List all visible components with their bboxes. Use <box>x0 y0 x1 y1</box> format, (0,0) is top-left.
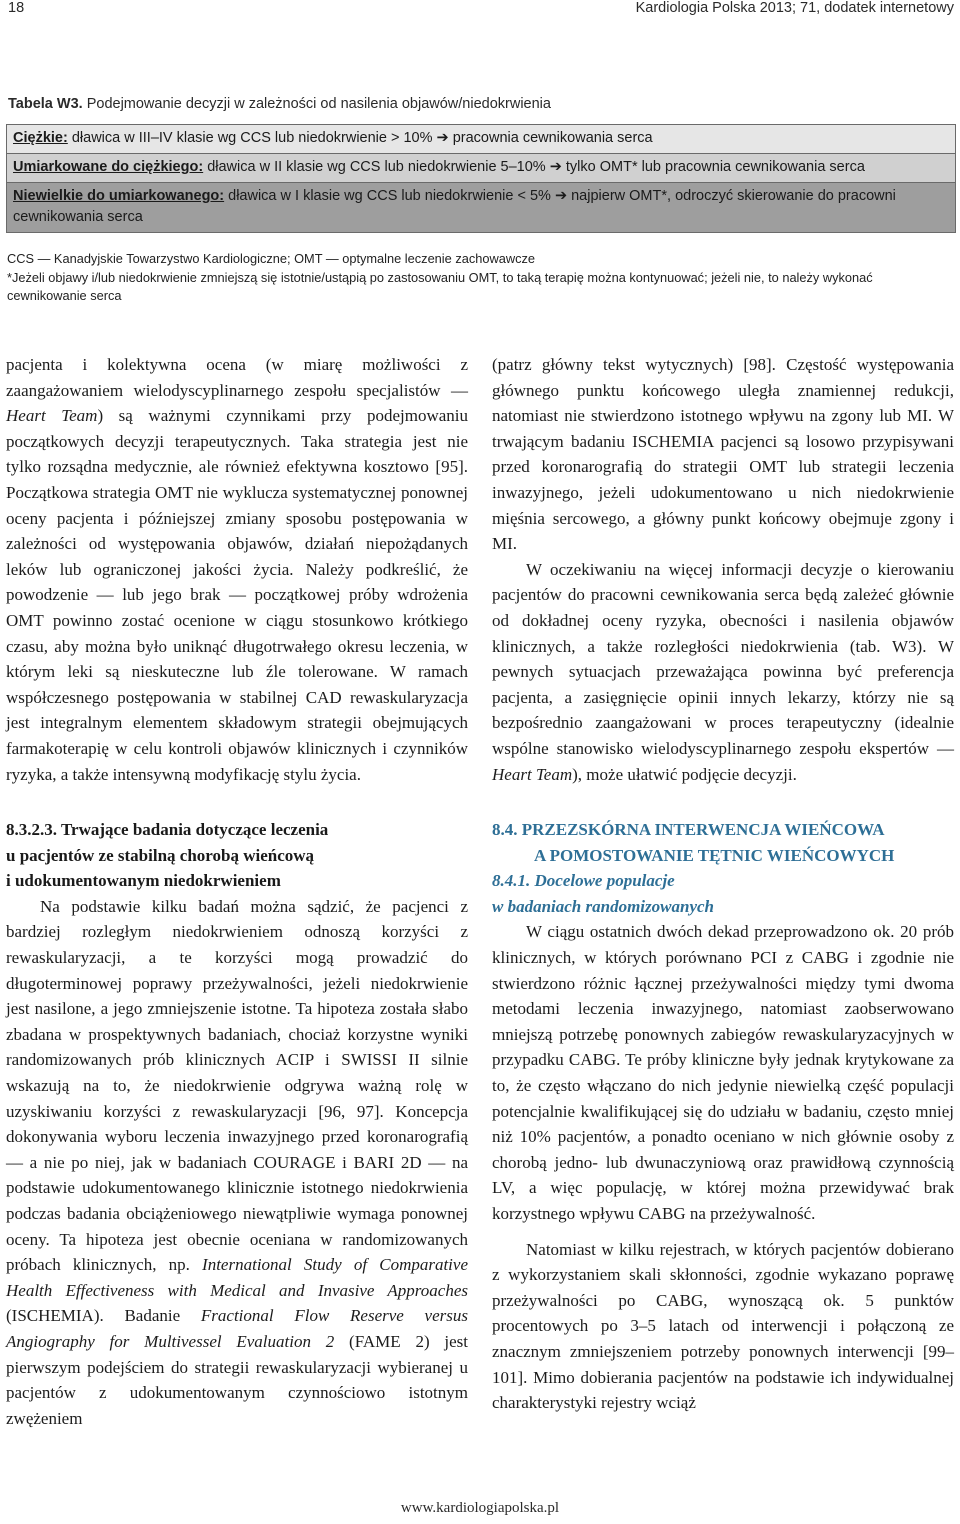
text-run: (FAME 2) jest pierwszym podejściem do strategii rewaskularyzacji wybieranej u pacjentów z udokumentowanym czynnościowo istotnym zwężeniem <box>6 1331 468 1428</box>
italic-term: Fractional Flow Reserve versus Angiography for Multivessel Evaluation 2 <box>6 1306 468 1351</box>
row-label: Umiarkowane do ciężkiego: <box>13 159 204 175</box>
table-row-mild <box>7 182 955 232</box>
paragraph: (patrz główny tekst wytycznych) [98]. Częstość występowania głównego punktu końcowego uległa znamiennej redukcji, natomiast nie stwierdzono istotnego wpływu na zgony lub MI. W trwającym badaniu ISCHEMIA pacjenci są losowo przypisywani przed koronarografią do strategii OMT lub strategii leczenia inwazyjnego, jeżeli udokumentowano u nich niedokrwienie mięśnia sercowego, a główny punkt końcowy obejmuje zgony i MI. <box>492 355 954 554</box>
table-row-severe <box>7 125 955 153</box>
section-heading-8-4-1 <box>492 868 954 919</box>
italic-term: International Study of Comparative Health Effectiveness with Medical and Invasive Approaches <box>6 1255 468 1300</box>
row-text: dławica w I klasie wg CCS lub niedokrwienie < 5% ➔ najpierw OMT*, odroczyć skierowanie do pracowni cewnikowania serca <box>13 188 896 225</box>
journal-citation: Kardiologia Polska 2013; 71, dodatek internetowy <box>635 0 954 16</box>
row-text: dławica w III–IV klasie wg CCS lub niedokrwienie > 10% ➔ pracownia cewnikowania serca <box>71 130 653 146</box>
decision-table <box>6 124 956 233</box>
heading-line: i udokumentowanym niedokrwieniem <box>6 871 281 891</box>
paragraph: W ciągu ostatnich dwóch dekad przeprowadzono ok. 20 prób klinicznych, w których porównano PCI z CABG i zgodnie nie stwierdzono różnic łącznej przeżywalności między tymi dwoma metodami leczenia inwazyjnego, natomiast zaobserwowano mniejszą potrzebę ponownych zabiegów rewaskularyzacyjnych w przypadku CABG. Te próby kliniczne były jednak krytykowane za to, że często włączano do nich jedynie niewielką część populacji potencjalnie kwalifikującej się do udziału w badaniu, często mniej niż 10% pacjentów, a ponadto oceniano w nich głównie osoby z chorobą jedno- lub dwunaczyniową oraz prawidłową czynnością LV, a więc populację, w której można przewidywać brak korzystnego wpływu CABG na przeżywalność. <box>492 922 954 1223</box>
page-header <box>0 0 960 22</box>
table-title <box>8 96 551 112</box>
paragraph: Natomiast w kilku rejestrach, w których pacjentów dobierano z wykorzystaniem skali skłonności, zgodnie wykazano poprawę przeżywalności po CABG, wynoszącą ok. 5 punktów procentowych po 3–5 latach od interwencji i połączoną ze znacznym zmniejszeniem potrzeby ponownych interwencji [99–101]. Mimo dobierania pacjentów na podstawie ich indywidualnej charakterystyki rejestry wciąż <box>492 1239 954 1413</box>
footnote-star: *Jeżeli objawy i/lub niedokrwienie zmniejszą się istotnie/ustąpią po zastosowaniu OMT, to taką terapię można kontynuować; jeżeli nie, to należy wykonać cewnikowanie serca <box>7 269 873 303</box>
text-run: W oczekiwaniu na więcej informacji decyzje o kierowaniu pacjentów do pracowni cewnikowania serca będą zależeć głównie od dokładnej oceny ryzyka, obecności i nasilenia objawów klinicznych, a także rozległości niedokrwienia (tab. W3). W pewnych sytuacjach przeważająca powinna być preferencja pacjenta, a zasięgnięcie opinii innych lekarzy, którzy nie są bezpośrednio zaangażowani w proces terapeutyczny (idealnie wspólne stanowisko wielodyscyplinarnego zespołu ekspertów — <box>492 559 954 758</box>
text-run: (ISCHEMIA). Badanie <box>6 1306 201 1326</box>
row-label: Ciężkie: <box>13 130 68 146</box>
paragraph <box>6 352 468 787</box>
right-column <box>492 352 954 1416</box>
heading-line: A POMOSTOWANIE TĘTNIC WIEŃCOWYCH <box>534 845 895 865</box>
page-number: 18 <box>8 0 25 16</box>
table-caption: Podejmowanie decyzji w zależności od nasilenia objawów/niedokrwienia <box>86 96 551 112</box>
table-label: Tabela W3. <box>8 96 83 112</box>
heading-line: 8.4.1. Docelowe populacje <box>492 871 675 891</box>
heading-line: 8.4. PRZEZSKÓRNA INTERWENCJA WIEŃCOWA <box>492 820 885 840</box>
heading-line: u pacjentów ze stabilną chorobą wieńcową <box>6 845 315 865</box>
paragraph <box>492 557 954 787</box>
row-text: dławica w II klasie wg CCS lub niedokrwienie 5–10% ➔ tylko OMT* lub pracownia cewnikowania serca <box>207 159 865 175</box>
row-label: Niewielkie do umiarkowanego: <box>13 188 225 204</box>
heading-line: w badaniach randomizowanych <box>492 896 714 916</box>
heading-line: 8.3.2.3. Trwające badania dotyczące leczenia <box>6 820 329 840</box>
text-run: ), może ułatwić podjęcie decyzji. <box>572 764 797 784</box>
table-notes <box>7 250 953 306</box>
table-row-moderate <box>7 153 955 182</box>
paragraph <box>6 894 468 1431</box>
abbreviation-note: CCS — Kanadyjskie Towarzystwo Kardiologiczne; OMT — optymalne leczenie zachowawcze <box>7 251 535 266</box>
text-run: pacjenta i kolektywna ocena (w miarę możliwości z zaangażowaniem wielodyscyplinarnego zespołu specjalistów — <box>6 355 468 400</box>
left-column <box>6 352 468 1431</box>
text-run: ) są ważnymi czynnikami przy podejmowaniu początkowych decyzji terapeutycznych. Taka strategia jest nie tylko rozsądna medycznie, ale również efektywna kosztowo [95]. Początkowa strategia OMT nie wyklucza systematycznej ponownej oceny pacjenta i późniejszej zmiany sposobu postępowania w zależności od występowania objawów, działań niepożądanych leków lub ograniczonej jakości życia. Należy podkreślić, że powodzenie — lub jego brak — początkowej próby wdrożenia OMT powinno zostać ocenione w ciągu stosunkowo krótkiego czasu, aby można było uniknąć długotrwałego okresu leczenia, w którym leki są nieskuteczne lub źle tolerowane. W ramach współczesnego postępowania w stabilnej CAD rewaskularyzacja jest integralnym elementem składowym strategii obejmujących farmakoterapię w celu kontroli objawów klinicznych i czynników ryzyka, a także intensywną modyfikację stylu życia. <box>6 406 468 784</box>
section-heading-8-4 <box>492 817 954 868</box>
italic-term: Heart Team <box>6 406 98 426</box>
section-heading-8-3-2-3 <box>6 817 468 894</box>
text-run: Na podstawie kilku badań można sądzić, że pacjenci z bardziej rozległym niedokrwieniem odnoszą korzyści z rewaskularyzacji, a te korzyści mogą prowadzić do długoterminowej poprawy przeżywalności, jeżeli niedokrwienie jest nasilone, a jego zmniejszenie istotne. Ta hipoteza została słabo zbadana w prospektywnych badaniach, chociaż korzystne wyniki randomizowanych prób klinicznych ACIP i SWISSI II silnie wskazują na to, że niedokrwienie odgrywa ważną rolę w uzyskiwaniu korzyści z rewaskularyzacji [96, 97]. Koncepcja dokonywania wyboru leczenia inwazyjnego przed koronarografią — a nie po niej, jak w badaniach COURAGE i BARI 2D — na podstawie udokumentowanego klinicznie istotnego niedokrwienia podczas badania obciążeniowego niewątpliwie wymaga ponownej oceny. Ta hipoteza jest obecnie oceniana w randomizowanych próbach klinicznych, np. <box>6 896 468 1275</box>
footer-url[interactable]: www.kardiologiapolska.pl <box>400 1500 560 1516</box>
italic-term: Heart Team <box>492 764 573 784</box>
